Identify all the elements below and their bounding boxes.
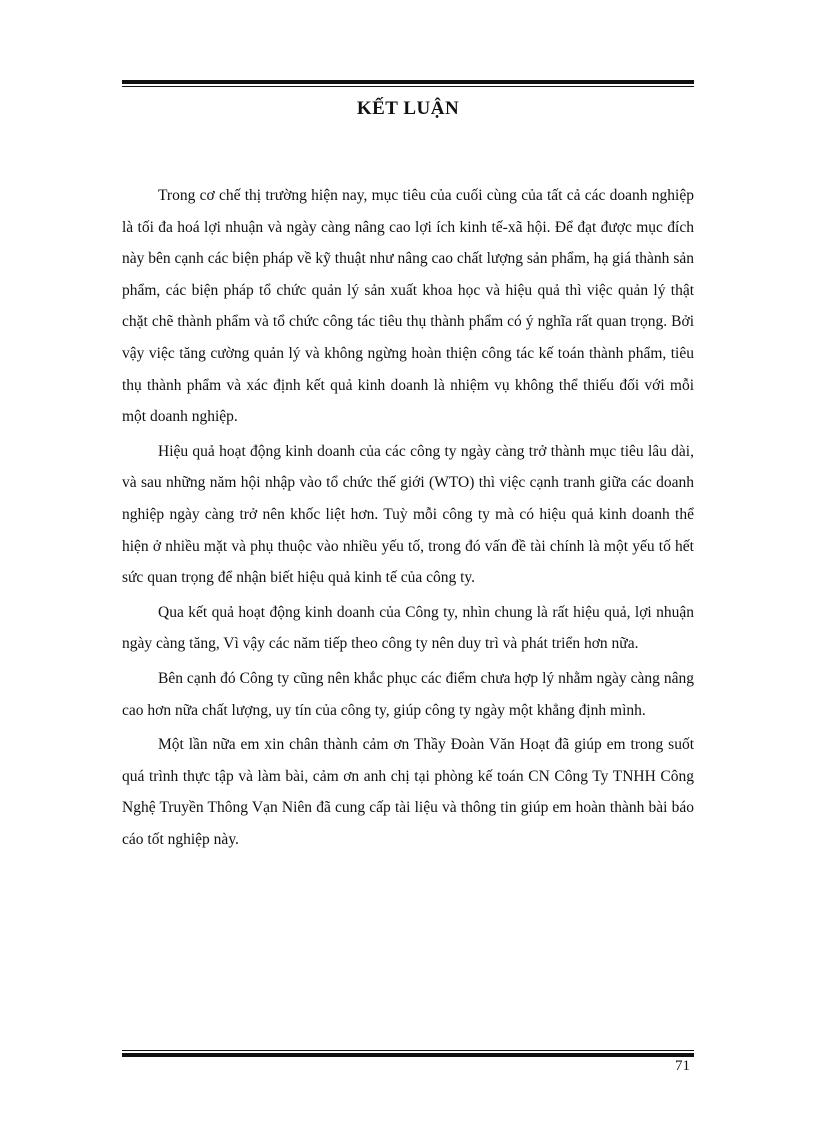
- header-rule-thin-line: [122, 86, 694, 87]
- paragraph-5: Một lần nữa em xin chân thành cảm ơn Thầy Đoàn Văn Hoạt đã giúp em trong suốt quá trình thực tập và làm bài, cảm ơn anh chị tại phòng kế toán CN Công Ty TNHH Công Nghệ Truyền Thông Vạn Niên đã cung cấp tài liệu và thông tin giúp em hoàn thành bài báo cáo tốt nghiệp này.: [122, 736, 694, 848]
- header-rule-thick-line: [122, 80, 694, 84]
- paragraph-2: Hiệu quả hoạt động kinh doanh của các công ty ngày càng trở thành mục tiêu lâu dài, và sau những năm hội nhập vào tổ chức thế giới (WTO) thì việc cạnh tranh giữa các doanh nghiệp ngày càng trở nên khốc liệt hơn. Tuỳ mỗi công ty mà có hiệu quả kinh doanh thể hiện ở nhiều mặt và phụ thuộc vào nhiều yếu tố, trong đó vấn đề tài chính là một yếu tố hết sức quan trọng để nhận biết hiệu quả kinh tế của công ty.: [122, 442, 694, 587]
- footer-rule-thin-line: [122, 1050, 694, 1051]
- footer-rule-thick-line: [122, 1053, 694, 1057]
- paragraph-3: Qua kết quả hoạt động kinh doanh của Công ty, nhìn chung là rất hiệu quả, lợi nhuận ngày càng tăng, Vì vậy các năm tiếp theo công ty nên duy trì và phát triển hơn nữa.: [122, 603, 694, 653]
- paragraph-4: Bên cạnh đó Công ty cũng nên khắc phục các điểm chưa hợp lý nhằm ngày càng nâng cao hơn nữa chất lượng, uy tín của công ty, giúp công ty ngày một khẳng định mình.: [122, 669, 694, 719]
- footer-rule: [122, 1050, 694, 1058]
- paragraph-1: Trong cơ chế thị trường hiện nay, mục tiêu của cuối cùng của tất cả các doanh nghiệp là tối đa hoá lợi nhuận và ngày càng nâng cao lợi ích kinh tế-xã hội. Để đạt được mục đích này bên cạnh các biện pháp về kỹ thuật như nâng cao chất lượng sản phẩm, hạ giá thành sản phẩm, các biện pháp tổ chức quản lý sản xuất khoa học và hiệu quả thì việc quản lý thật chặt chẽ thành phẩm và tổ chức công tác tiêu thụ thành phẩm có ý nghĩa rất quan trọng. Bởi vậy việc tăng cường quản lý và không ngừng hoàn thiện công tác kế toán thành phẩm, tiêu thụ thành phẩm và xác định kết quả kinh doanh là nhiệm vụ không thể thiếu đối với mỗi một doanh nghiệp.: [122, 187, 694, 426]
- body-text: [122, 180, 694, 858]
- header-rule: [122, 80, 694, 88]
- page-number: 71: [675, 1058, 690, 1074]
- page-title: KẾT LUẬN: [356, 98, 460, 119]
